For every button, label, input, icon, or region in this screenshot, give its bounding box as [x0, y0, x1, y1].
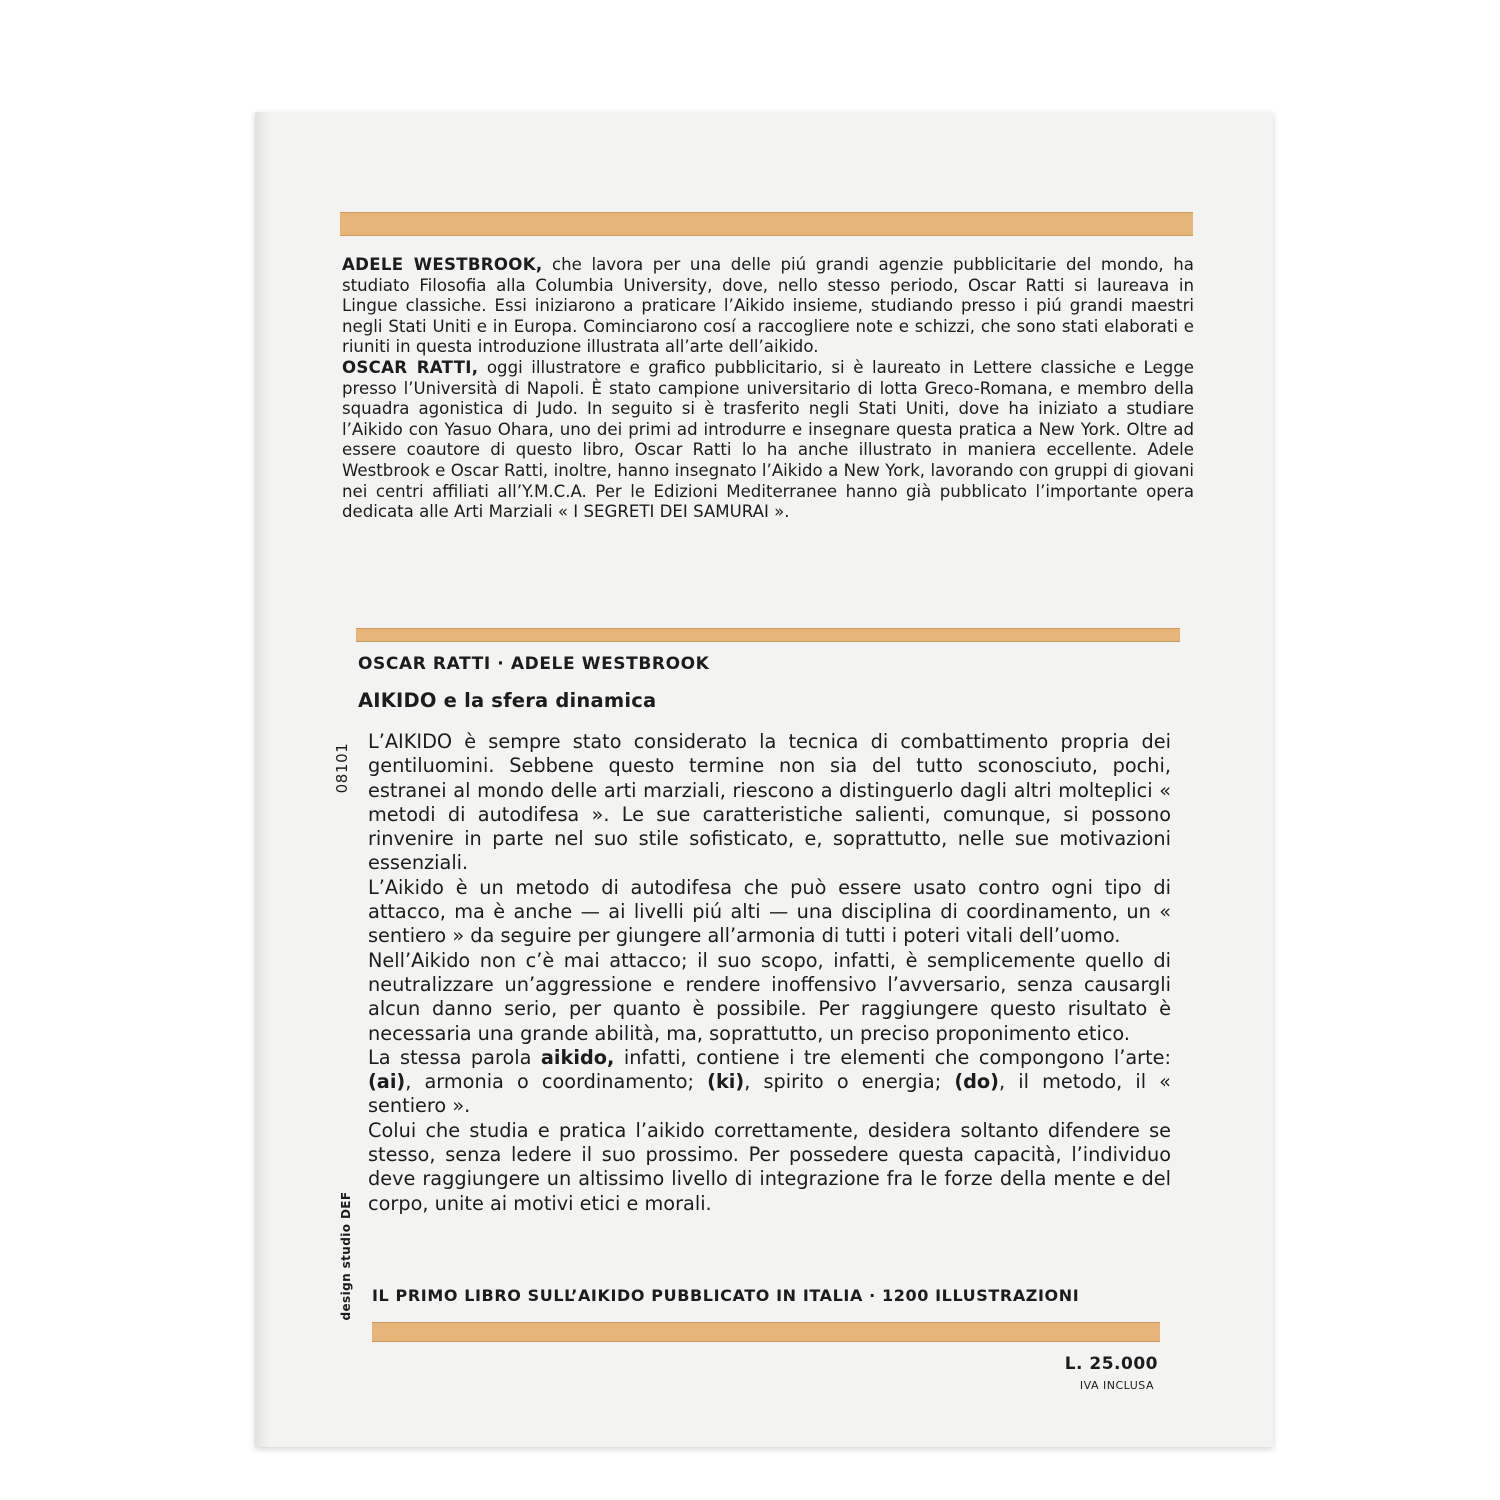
- description-paragraph: Colui che studia e pratica l’aikido correttamente, desidera soltanto difendere se stesso, senza ledere il suo prossimo. Per possedere questa capacità, l’individuo deve raggiungere un altissimo livello di integrazione fra le forze della mente e del corpo, unite ai motivi etici e morali.: [368, 1118, 1171, 1215]
- description-paragraph: L’AIKIDO è sempre stato considerato la tecnica di combattimento propria dei gentiluomini. Sebbene questo termine non sia del tutto sconosciuto, pochi, estranei al mondo delle arti marziali, riescono a distinguerlo dagli altri molteplici « metodi di autodifesa ». Le sue caratteristiche salienti, comunque, si possono rinvenire in parte nel suo stile sofisticato, e, soprattutto, nelle sue motivazioni essenziali.: [368, 730, 1171, 875]
- bio-paragraph-ratti: OSCAR RATTI, oggi illustratore e grafico pubblicitario, si è laureato in Lettere classiche e Legge presso l’Università di Napoli. È stato campione universitario di lotta Greco-Romana, e membro della squadra agonistica di Judo. In seguito si è trasferito negli Stati Uniti, dove ha iniziato a studiare l’Aikido con Yasuo Ohara, uno dei primi ad introdurre e insegnare questa pratica a New York. Oltre ad essere coautore di questo libro, Oscar Ratti lo ha anche illustrato in maniera eccellente. Adele Westbrook e Oscar Ratti, inoltre, hanno insegnato l’Aikido a New York, lavorando con gruppi di giovani nei centri affiliati all’Y.M.C.A. Per le Edizioni Mediterranee hanno già pubblicato l’importante opera dedicata alle Arti Marziali « I SEGRETI DEI SAMURAI ».: [342, 357, 1194, 522]
- description-paragraph: La stessa parola aikido, infatti, contiene i tre elementi che compongono l’arte: (ai), armonia o coordinamento; (ki), spirito o energia; (do), il metodo, il « sentiero ».: [368, 1045, 1171, 1118]
- author-biographies: [342, 255, 1194, 523]
- middle-accent-bar: [356, 628, 1180, 642]
- author-name-ratti: OSCAR RATTI,: [342, 357, 479, 377]
- bottom-accent-bar: [372, 1322, 1160, 1342]
- book-title: AIKIDO e la sfera dinamica: [358, 689, 657, 712]
- description-paragraph: Nell’Aikido non c’è mai attacco; il suo scopo, infatti, è semplicemente quello di neutralizzare un’aggressione e rendere inoffensivo l’avversario, senza causargli alcun danno serio, per quanto è possibile. Per raggiungere questo risultato è necessaria una grande abilità, ma, soprattutto, un preciso proponimento etico.: [368, 948, 1171, 1045]
- tagline: IL PRIMO LIBRO SULL’AIKIDO PUBBLICATO IN ITALIA · 1200 ILLUSTRAZIONI: [372, 1286, 1080, 1305]
- description-paragraph: L’Aikido è un metodo di autodifesa che può essere usato contro ogni tipo di attacco, ma è anche — ai livelli piú alti — una disciplina di coordinamento, un « sentiero » da seguire per giungere all’armonia di tutti i poteri vitali dell’uomo.: [368, 875, 1171, 948]
- catalog-code: 08101: [333, 742, 351, 794]
- book-authors: OSCAR RATTI · ADELE WESTBROOK: [358, 654, 710, 674]
- price: L. 25.000: [1064, 1354, 1158, 1374]
- top-accent-bar: [340, 212, 1193, 236]
- design-credit: design studio DEF: [339, 1191, 353, 1321]
- bio-paragraph-westbrook: ADELE WESTBROOK, che lavora per una delle piú grandi agenzie pubblicitarie del mondo, ha studiato Filosofia alla Columbia University, dove, nello stesso periodo, Oscar Ratti si laureava in Lingue classiche. Essi iniziarono a praticare l’Aikido insieme, studiando presso i piú grandi maestri negli Stati Uniti e in Europa. Cominciarono cosí a raccogliere note e schizzi, che sono stati elaborati e riuniti in questa introduzione illustrata all’arte dell’aikido.: [342, 255, 1194, 357]
- vat-note: IVA INCLUSA: [1079, 1379, 1154, 1392]
- author-name-westbrook: ADELE WESTBROOK,: [342, 255, 543, 274]
- book-description: [368, 730, 1171, 1216]
